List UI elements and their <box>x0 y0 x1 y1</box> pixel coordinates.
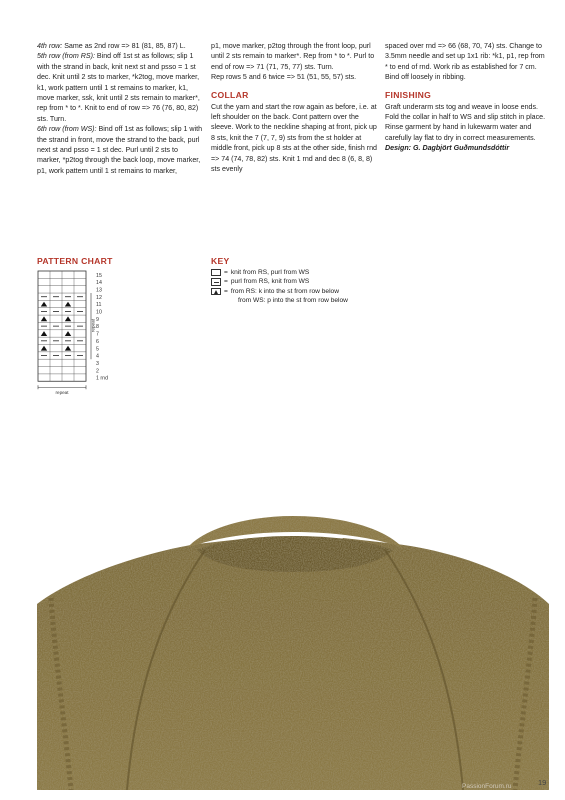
paragraph-col2-a: p1, move marker, p2tog through the front loop, purl until 2 sts remain to marker*. Rep from * to *. Purl to end of row => 71 (71, 75, 77) sts. Turn. <box>211 42 375 71</box>
key-title: KEY <box>211 256 230 266</box>
repeat-label-vertical: repeat <box>90 319 96 333</box>
chart-row-number: 15 <box>96 272 102 279</box>
triangle-symbol-icon <box>211 288 221 296</box>
paragraph-row6: 6th row (from WS): Bind off 1st as follows; slip 1 with the strand in front, move the strand to the back, purl next st and psso = 1 st dec. Purl until 2 sts to marker, *p2tog through the back loop, move marker, p1, work pattern until 1 st remains to marker, <box>37 125 203 175</box>
key-item-triangle: = from RS: k into the st from row below <box>211 287 411 296</box>
chart-row-number: 11 <box>96 302 102 309</box>
key-item-purl: = purl from RS, knit from WS <box>211 277 411 286</box>
chart-row-number: 3 <box>96 360 99 367</box>
paragraph-col2-b: Rep rows 5 and 6 twice => 51 (51, 55, 57) sts. <box>211 73 357 82</box>
repeat-label-horizontal: repeat <box>55 389 69 395</box>
knit-symbol-icon <box>211 269 221 277</box>
instructions-column-2 <box>211 41 377 174</box>
chart-row-number: 12 <box>96 294 102 301</box>
pattern-chart-grid <box>37 270 157 400</box>
pattern-chart-title: PATTERN CHART <box>37 256 113 266</box>
finishing-text: Graft underarm sts tog and weave in loose ends. Fold the collar in half to WS and slip stitch in place. Rinse garment by hand in lukewarm water and carefully lay flat to dry in correct measurements. <box>385 102 546 142</box>
chart-row-number: 9 <box>96 316 99 323</box>
finishing-heading: FINISHING <box>385 89 432 100</box>
chart-row-number: 10 <box>96 309 102 316</box>
paragraph-row5: 5th row (from RS): Bind off 1st st as follows; slip 1 with the strand in back, knit next st and psso = 1 st dec. Knit until 2 sts to marker, *k2tog, move marker, k1, work pattern until 1 st remains to marker, k1, move marker, ssk, knit until 2 sts remain to marker*, rep from * to *. Knit to end of row => 76 (76, 80, 82) sts. Turn. <box>37 52 200 123</box>
chart-row-number: 5 <box>96 346 99 353</box>
chart-row-number: 2 <box>96 368 99 375</box>
chart-row-number: 1 rnd <box>96 375 109 382</box>
instructions-column-1 <box>37 41 203 176</box>
chart-row-number: 6 <box>96 338 99 345</box>
sweater-photo <box>37 486 549 790</box>
key-item-knit: = knit from RS, purl from WS <box>211 268 411 277</box>
page-number: 19 <box>538 778 547 787</box>
instructions-column-3 <box>385 41 549 154</box>
purl-symbol-icon <box>211 278 221 286</box>
collar-text: Cut the yarn and start the row again as before, i.e. at left shoulder on the back. Cont pattern over the sleeve. Work to the neckline shaping at front, pick up 8 sts, knit the 7 (7, 7, 9) sts from the st holder at middle front, pick up 8 sts at the other side, finish rnd => 74 (74, 78, 82) sts. Knit 1 rnd and dec 8 (6, 8, 8) sts evenly <box>211 102 377 174</box>
chart-row-number: 7 <box>96 331 99 338</box>
key-item-triangle-ws: from WS: p into the st from row below <box>238 297 348 305</box>
pattern-chart <box>37 256 157 395</box>
chart-row-number: 4 <box>96 353 99 360</box>
paragraph-row4: 4th row: Same as 2nd row => 81 (81, 85, 87) L. <box>37 42 186 50</box>
watermark: PassionForum.ru <box>462 783 512 790</box>
collar-heading: COLLAR <box>211 89 249 100</box>
chart-key <box>211 256 411 306</box>
designer-credit: Design: G. Dagbjört Guðmundsdóttir <box>385 144 510 153</box>
paragraph-col3-a: spaced over rnd => 66 (68, 70, 74) sts. Change to 3.5mm needle and set up 1x1 rib: *k1, p1, rep from * to end of rnd. Work rib as established for 7 cm. Bind off loosely in ribbing. <box>385 42 545 82</box>
chart-row-number: 13 <box>96 287 102 294</box>
chart-row-number: 14 <box>96 280 102 287</box>
chart-row-number: 8 <box>96 324 99 331</box>
